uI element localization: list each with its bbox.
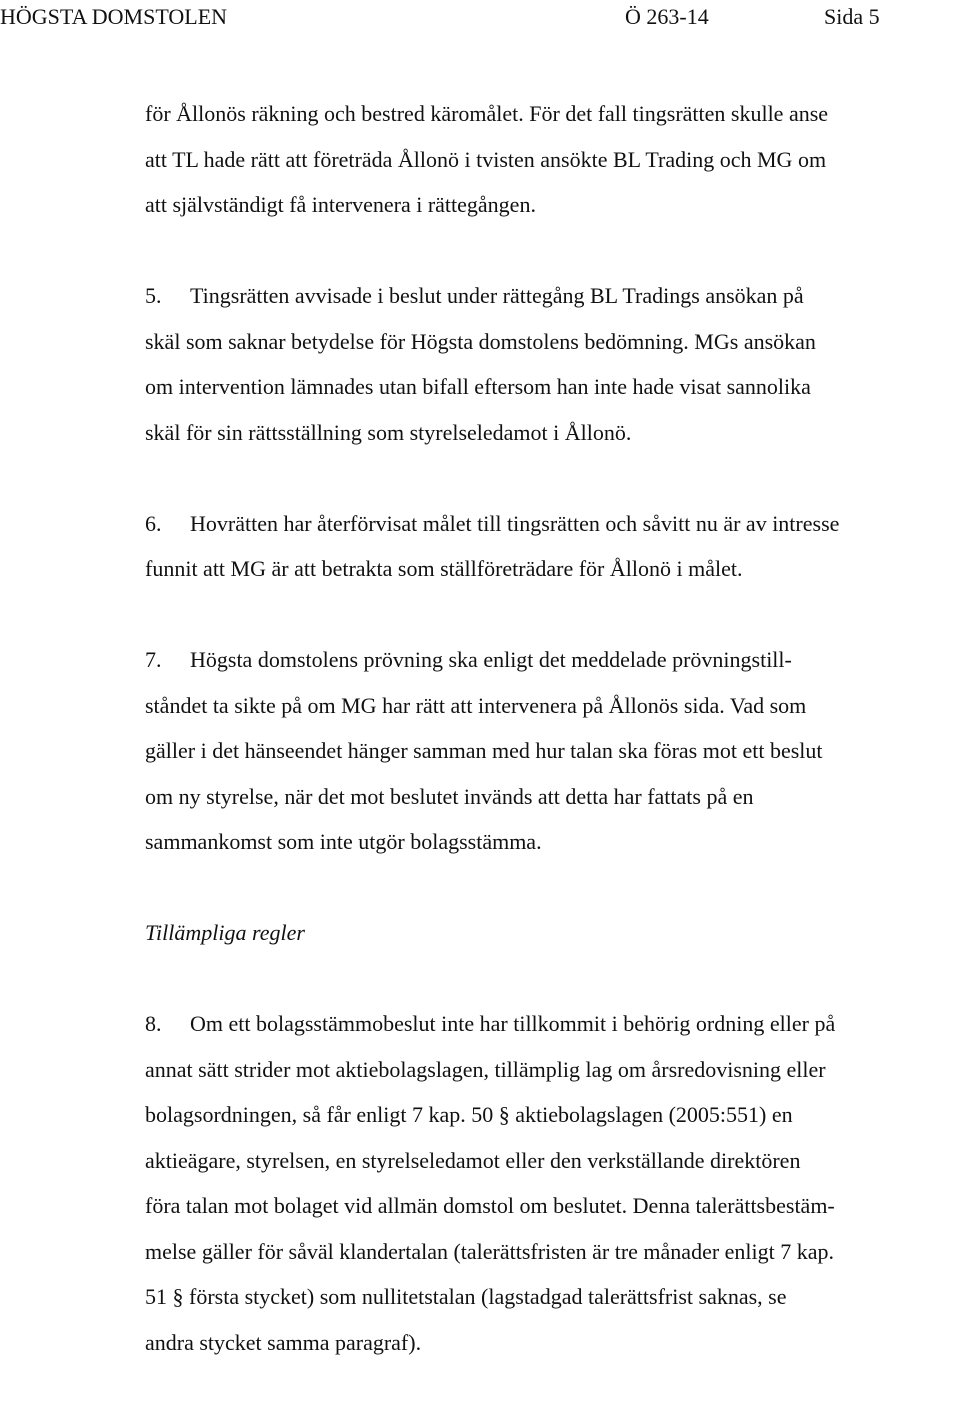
- paragraph-8: [145, 1001, 960, 1365]
- document-body: [145, 91, 960, 1411]
- paragraph-6: [145, 501, 960, 592]
- paragraph-number: 7.: [145, 647, 162, 672]
- text-line: annat sätt strider mot aktiebolagslagen, tillämplig lag om årsredovisning eller: [145, 1056, 826, 1082]
- text-line: andra stycket samma paragraf).: [145, 1329, 422, 1355]
- text-line: melse gäller för såväl klandertalan (talerättsfristen är tre månader enligt 7 kap.: [145, 1238, 835, 1264]
- text-line: [145, 1001, 960, 1047]
- text-line: om ny styrelse, när det mot beslutet invänds att detta har fattats på en: [145, 783, 754, 809]
- paragraph-number: 6.: [145, 510, 162, 536]
- text-line-content: Högsta domstolens prövning ska enligt det meddelade prövningstill-: [190, 647, 792, 672]
- paragraph-7: [145, 637, 960, 865]
- text-line: föra talan mot bolaget vid allmän domstol om beslutet. Denna talerättsbestäm-: [145, 1193, 835, 1218]
- text-line: skäl som saknar betydelse för Högsta domstolens bedömning. MGs ansökan: [145, 328, 816, 354]
- text-line: skäl för sin rättsställning som styrelseledamot i Ållonö.: [145, 419, 632, 445]
- text-line: sammankomst som inte utgör bolagsstämma.: [145, 829, 542, 854]
- text-line: [145, 637, 960, 683]
- paragraph-number: 5.: [145, 283, 162, 308]
- text-line: [145, 501, 960, 547]
- text-line: att TL hade rätt att företräda Ållonö i tvisten ansökte BL Trading och MG om: [145, 146, 827, 172]
- paragraph-continuation: [145, 91, 960, 228]
- paragraph-number: 8.: [145, 1011, 162, 1036]
- text-line: om intervention lämnades utan bifall eftersom han inte hade visat sannolika: [145, 374, 811, 399]
- text-line: gäller i det hänseendet hänger samman med hur talan ska föras mot ett beslut: [145, 738, 823, 763]
- case-number: Ö 263-14: [625, 4, 709, 29]
- text-line-content: Tingsrätten avvisade i beslut under rättegång BL Tradings ansökan på: [190, 283, 804, 308]
- text-line: ståndet ta sikte på om MG har rätt att intervenera på Ållonös sida. Vad som: [145, 692, 807, 718]
- section-title: Tillämpliga regler: [145, 920, 305, 945]
- text-line: aktieägare, styrelsen, en styrelseledamot eller den verkställande direktören: [145, 1147, 801, 1173]
- text-line: 51 § första stycket) som nullitetstalan (lagstadgad talerättsfrist saknas, se: [145, 1284, 787, 1309]
- text-line: bolagsordningen, så får enligt 7 kap. 50 § aktiebolagslagen (2005:551) en: [145, 1102, 793, 1127]
- page-number: Sida 5: [824, 4, 880, 29]
- text-line: [145, 273, 960, 319]
- paragraph-5: [145, 273, 960, 455]
- text-line: att självständigt få intervenera i rättegången.: [145, 192, 536, 217]
- court-name: HÖGSTA DOMSTOLEN: [0, 4, 228, 29]
- text-line-content: Om ett bolagsstämmobeslut inte har tillkommit i behörig ordning eller på: [190, 1011, 836, 1036]
- text-line: för Ållonös räkning och bestred käromålet. För det fall tingsrätten skulle anse: [145, 101, 829, 126]
- text-line-content: Hovrätten har återförvisat målet till tingsrätten och såvitt nu är av intresse: [190, 510, 840, 536]
- text-line: funnit att MG är att betrakta som ställföreträdare för Ållonö i målet.: [145, 556, 743, 581]
- page-header: [0, 3, 960, 33]
